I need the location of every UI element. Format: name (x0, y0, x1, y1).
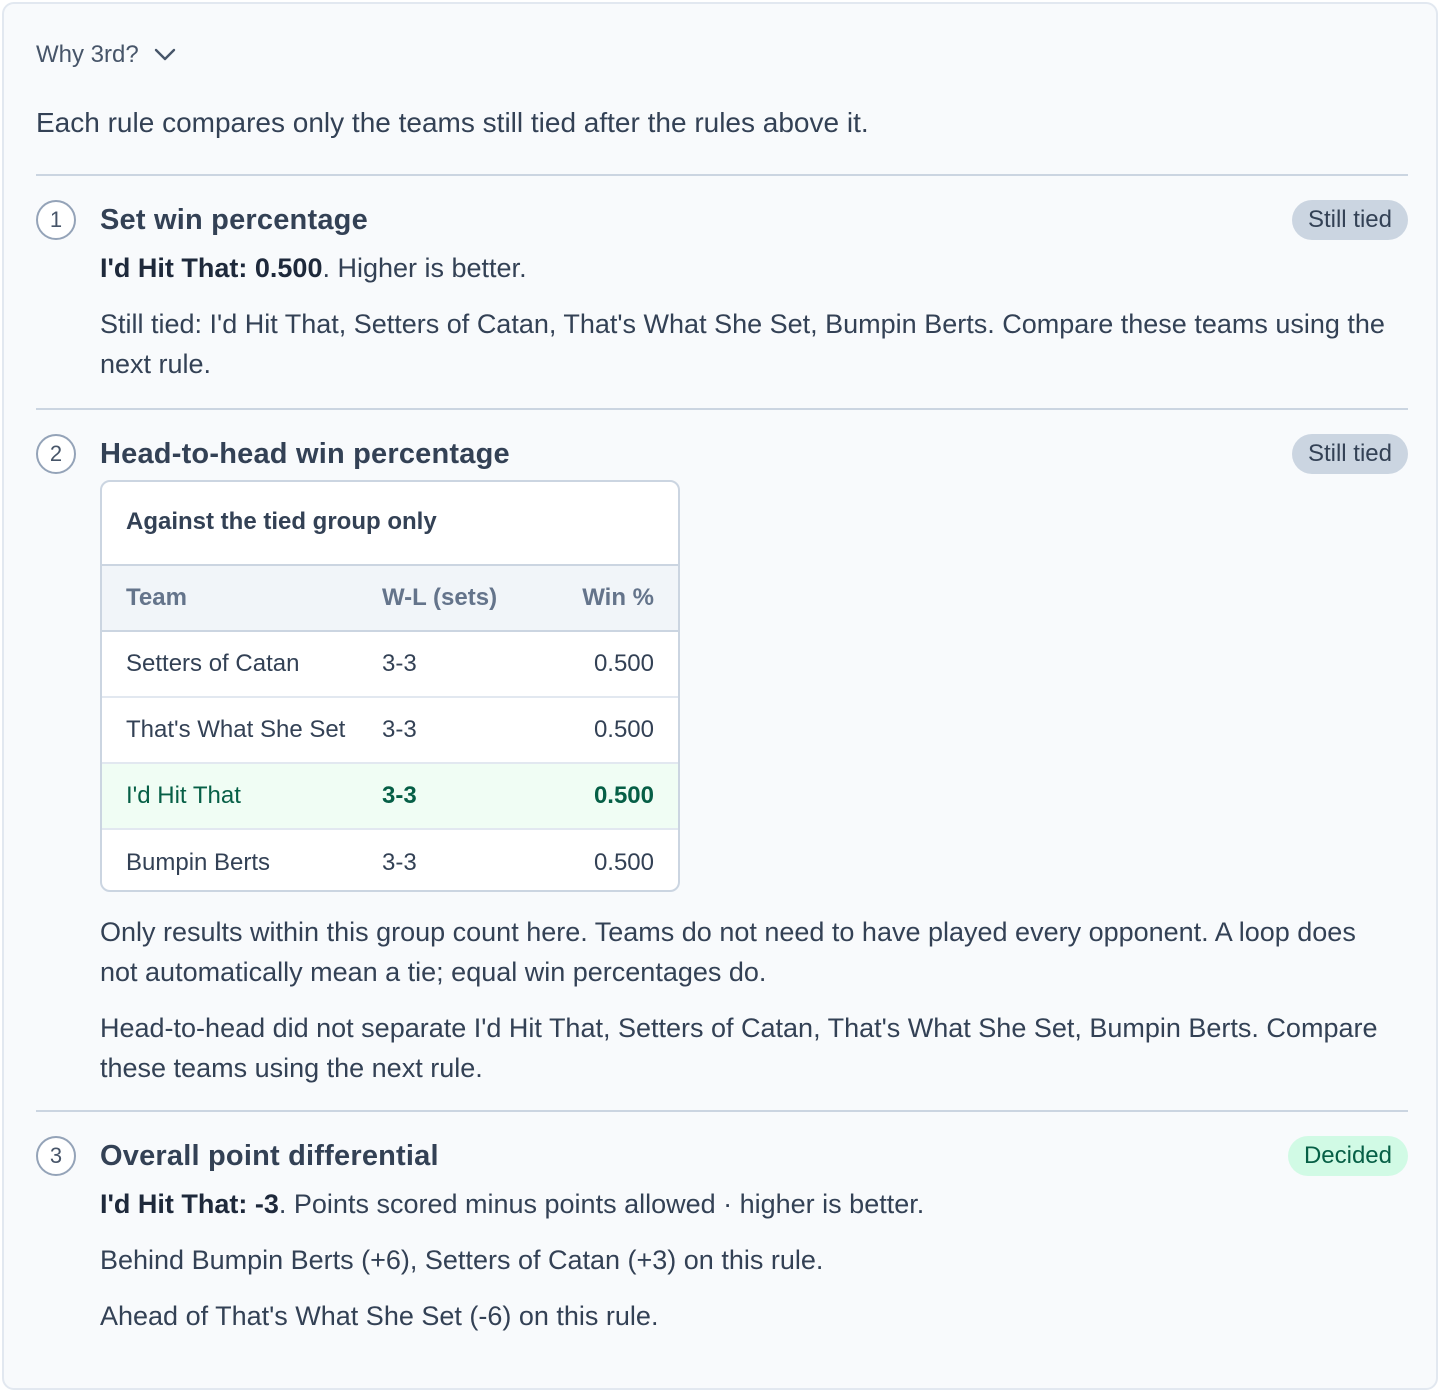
team-name: Setters of Catan (102, 631, 382, 697)
team-name: That's What She Set (102, 697, 382, 763)
table-row (102, 697, 678, 763)
summary-value: I'd Hit That: 0.500 (100, 253, 323, 283)
divider (36, 174, 1408, 176)
summary-text: . Higher is better. (322, 253, 527, 283)
win-pct: 0.500 (542, 697, 678, 763)
win-pct: 0.500 (542, 631, 678, 697)
rule-summary (100, 248, 1400, 288)
intro-text: Each rule compares only the teams still tied after the rules above it. (36, 107, 869, 138)
table-caption: Against the tied group only (126, 508, 437, 535)
team-name: Bumpin Berts (126, 848, 271, 876)
head-to-head-table (102, 564, 678, 892)
win-loss: 3-3 (382, 848, 417, 876)
chevron-down-icon (151, 41, 179, 69)
win-pct: 0.500 (542, 763, 678, 829)
divider (36, 408, 1408, 410)
toggle-label: Why 3rd? (36, 41, 139, 68)
column-header-team: Team (102, 565, 382, 631)
rule-note: Head-to-head did not separate I'd Hit That, Setters of Catan, That's What She Set, Bumpin Berts. Compare these teams using the next rule. (100, 1013, 1378, 1083)
team-name: I'd Hit That (102, 763, 382, 829)
rule-number: 3 (36, 1136, 76, 1176)
win-loss: 3-3 (382, 763, 542, 829)
table-row (102, 631, 678, 697)
head-to-head-table-card (100, 480, 680, 892)
rule-summary (100, 1184, 1400, 1224)
rule-set-win-percentage (36, 200, 1408, 390)
rule-number: 2 (36, 434, 76, 474)
rule-note-behind: Behind Bumpin Berts (+6), Setters of Catan (+3) on this rule. (100, 1245, 824, 1275)
rule-title: Set win percentage (100, 204, 368, 236)
table-row (102, 829, 678, 892)
rule-note: Still tied: I'd Hit That, Setters of Catan, That's What She Set, Bumpin Berts. Compare these teams using the next rule. (100, 309, 1385, 379)
win-pct: 0.500 (593, 848, 654, 876)
win-loss: 3-3 (382, 697, 542, 763)
table-row-highlighted (102, 763, 678, 829)
summary-text: . Points scored minus points allowed · higher is better. (278, 1189, 925, 1219)
rule-note-ahead: Ahead of That's What She Set (-6) on this rule. (100, 1301, 659, 1331)
table-header-row (102, 565, 678, 631)
win-loss: 3-3 (382, 631, 542, 697)
divider (36, 1110, 1408, 1112)
rule-title: Head-to-head win percentage (100, 438, 510, 470)
rule-head-to-head (36, 434, 1408, 1094)
rule-title: Overall point differential (100, 1140, 439, 1172)
rule-note: Only results within this group count here. Teams do not need to have played every opponent. A loop does not automatically mean a tie; equal win percentages do. (100, 917, 1356, 987)
status-badge: Still tied (1292, 434, 1408, 474)
why-rank-toggle[interactable] (36, 38, 179, 72)
status-badge: Decided (1288, 1136, 1408, 1176)
tiebreak-explanation-panel (2, 2, 1438, 1390)
summary-value: I'd Hit That: -3 (100, 1189, 279, 1219)
rule-number: 1 (36, 200, 76, 240)
column-header-win-pct: Win % (542, 565, 678, 631)
column-header-wl: W-L (sets) (382, 565, 542, 631)
status-badge: Still tied (1292, 200, 1408, 240)
rule-point-differential (36, 1136, 1408, 1356)
